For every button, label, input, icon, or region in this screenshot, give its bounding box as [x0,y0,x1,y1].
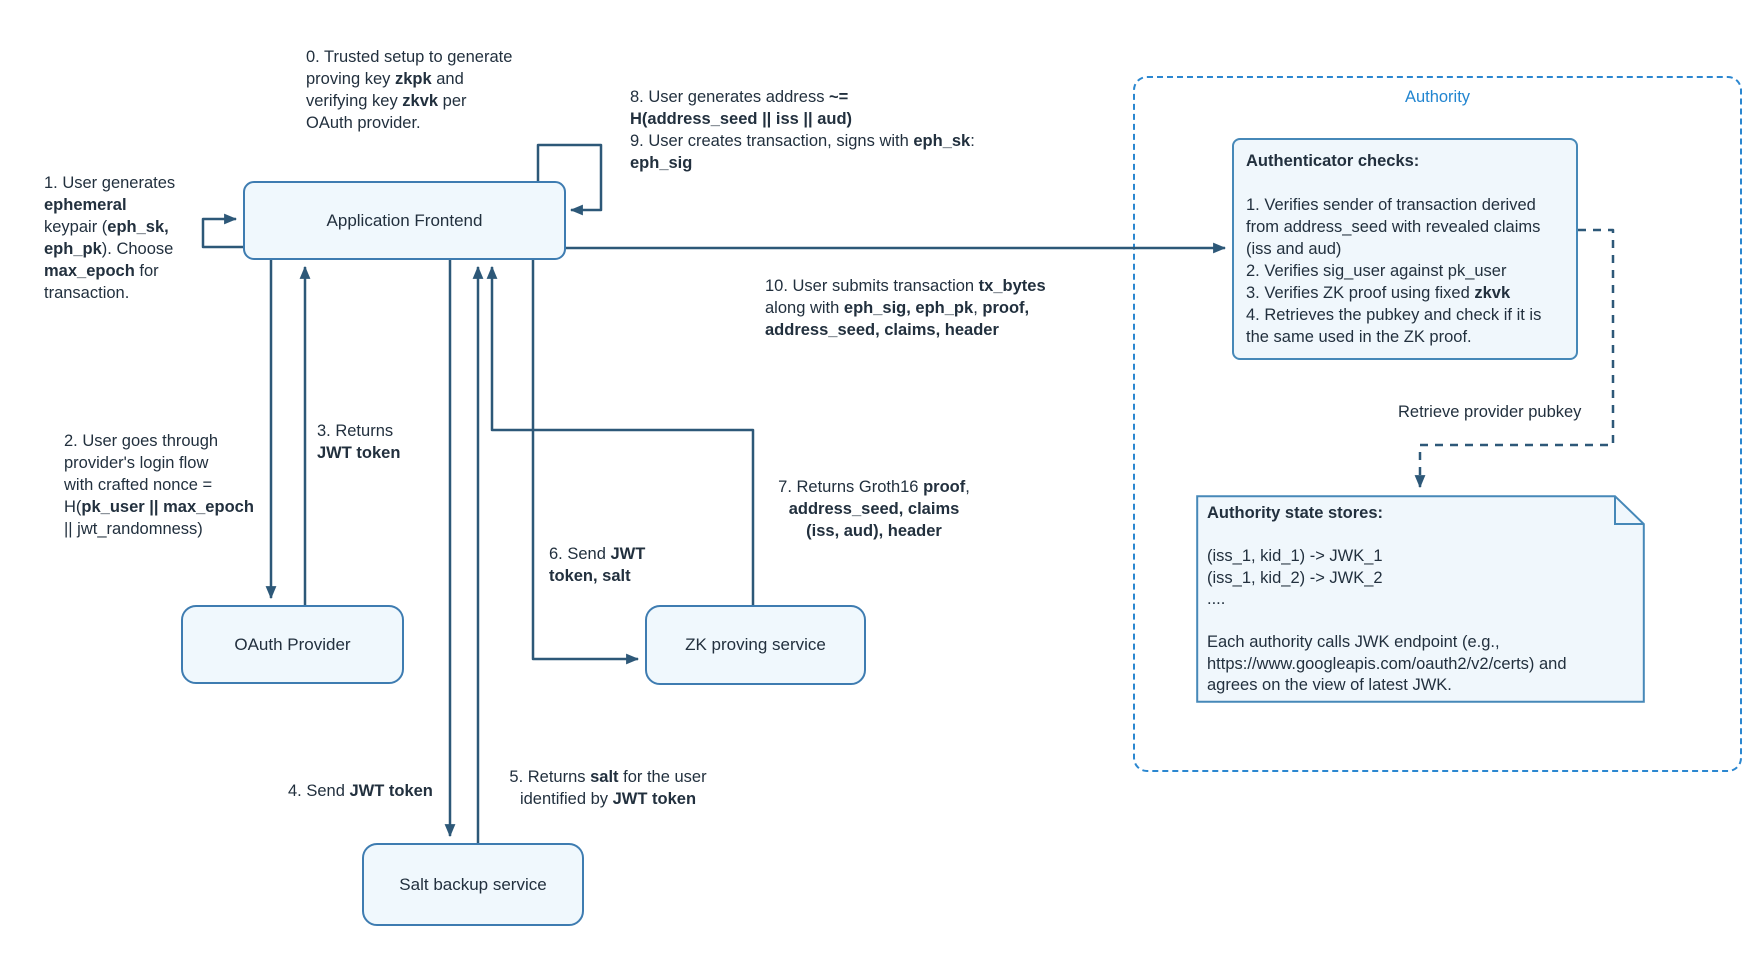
annotation-step4-send-jwt: 4. Send JWT token [288,782,433,800]
node-salt-backup-service [362,843,584,926]
annotation-step0-trusted-setup: 0. Trusted setup to generate proving key zkpk and verifying key zkvk per OAuth provider. [306,48,513,132]
node-oauth-provider [181,605,404,684]
annotation-step1-ephemeral-keypair: 1. User generates ephemeral keypair (eph_sk, eph_pk). Choose max_epoch for transaction. [44,174,176,302]
authenticator-checks-box: Authenticator checks: 1. Verifies sender of transaction derived from address_seed with revealed claims (iss and aud) 2. Verifies sig_user against pk_user 3. Verifies ZK proof using fixed zkvk 4. Retrieves the pubkey and check if it is the same used in the ZK proof. [1232,138,1578,360]
annotation-step8-9-address-and-sign: 8. User generates address ~= H(address_seed || iss || aud) 9. User creates transaction, signs with eph_sk: eph_sig [630,88,975,172]
annotation-step10-submit-transaction: 10. User submits transaction tx_bytes along with eph_sig, eph_pk, proof, address_seed, claims, header [765,277,1046,339]
annotation-retrieve-provider-pubkey: Retrieve provider pubkey [1398,403,1582,421]
node-oauth-provider-label: OAuth Provider [234,634,351,654]
annotation-step3-returns-jwt: 3. Returns JWT token [317,422,401,462]
node-zk-proving-service [645,605,866,685]
node-salt-backup-service-label: Salt backup service [399,874,547,894]
node-zk-proving-service-label: ZK proving service [685,635,826,654]
authority-group-title: Authority [1404,88,1471,106]
arrow-step1-self-loop [203,219,243,247]
annotation-step5-returns-salt: 5. Returns salt for the user identified by JWT token [509,768,707,808]
node-application-frontend-label: Application Frontend [326,210,483,230]
annotation-step6-send-jwt-salt: 6. Send JWT token, salt [549,545,646,585]
authority-state-note-text: Authority state stores: (iss_1, kid_1) -> JWK_1 (iss_1, kid_2) -> JWK_2 .... Each authority calls JWK endpoint (e.g., https://www.googleapis.com/oauth2/v2/certs) and agrees on the view of latest JWK. [1207,504,1567,694]
annotation-step2-login-flow: 2. User goes through provider's login flow with crafted nonce = H(pk_user || max_epoch || jwt_randomness) [64,432,254,538]
authority-state-note [1196,495,1645,703]
arrow-step6-send-jwt-salt [533,260,638,659]
annotation-step7-returns-proof: 7. Returns Groth16 proof, address_seed, claims (iss, aud), header [778,478,970,540]
node-application-frontend [243,181,566,260]
